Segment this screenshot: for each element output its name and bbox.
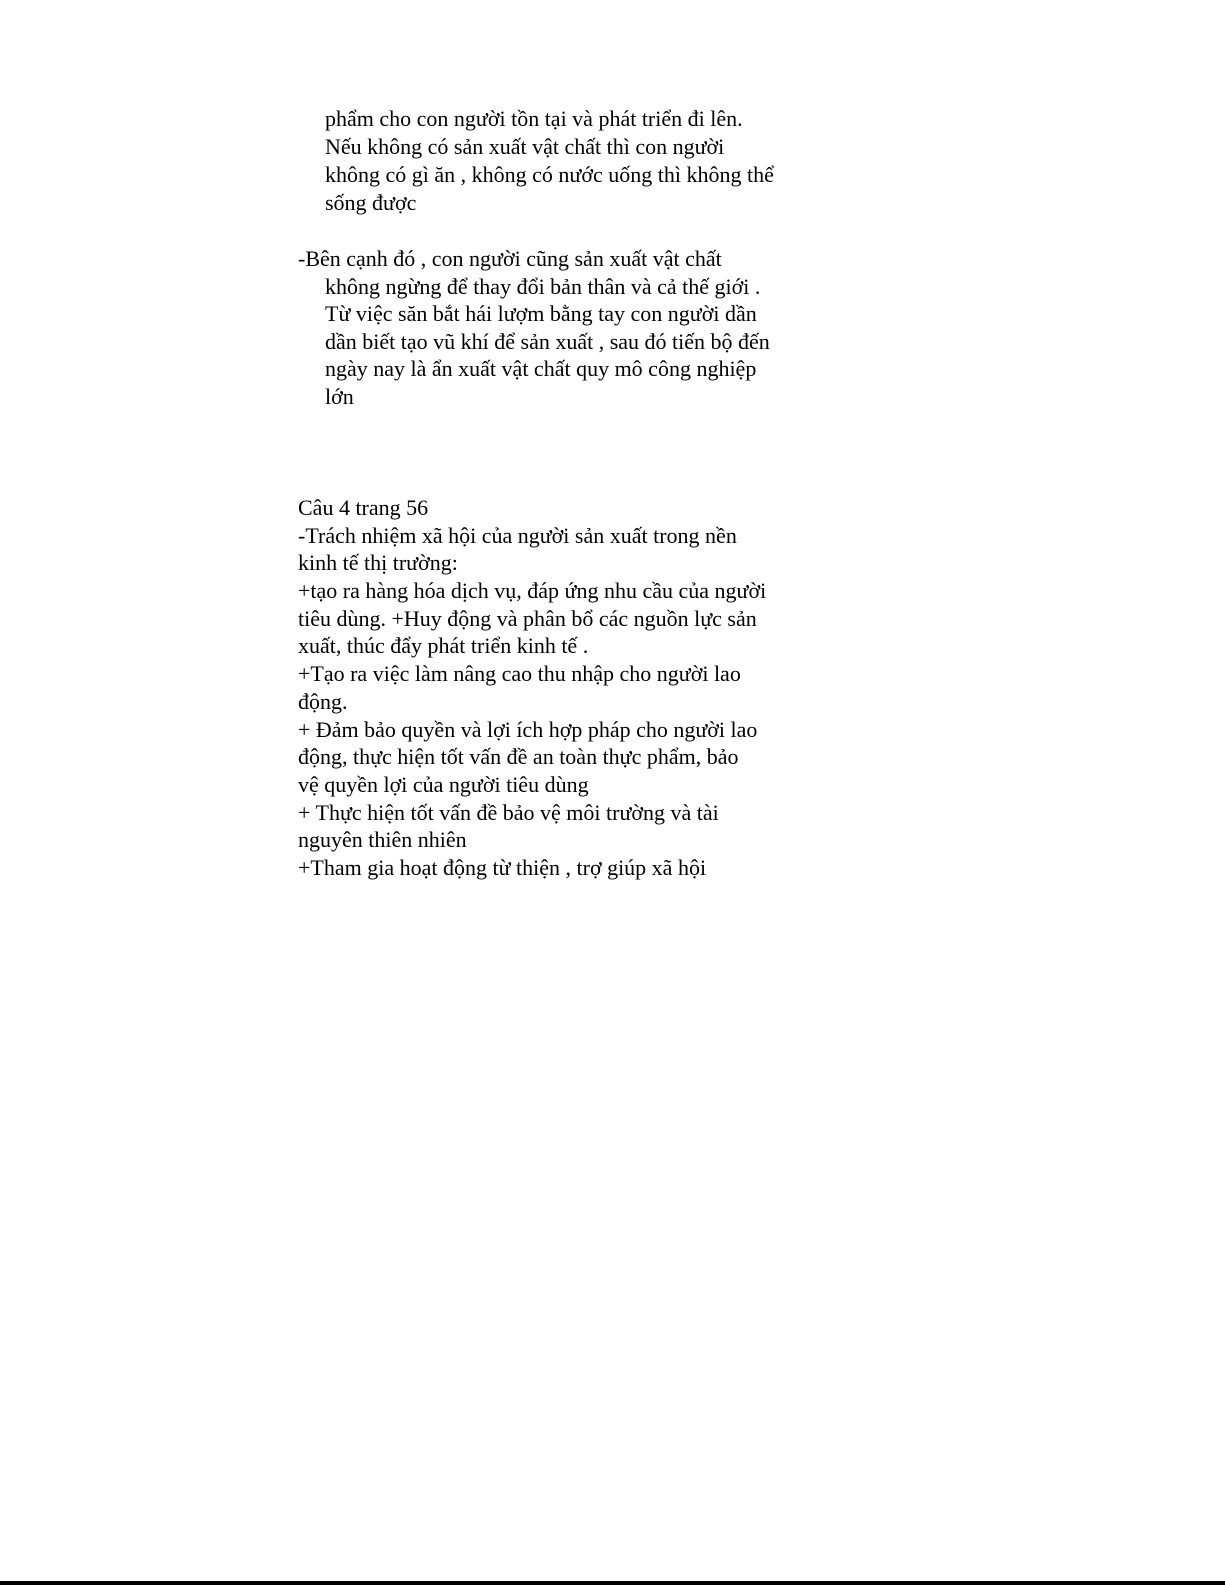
text-line: ngày nay là ẩn xuất vật chất quy mô công nghiệp	[325, 356, 757, 381]
text-line: tiêu dùng. +Huy động và phân bổ các nguồn lực sản	[298, 606, 757, 631]
text-line: +Tham gia hoạt động từ thiện , trợ giúp xã hội	[298, 855, 707, 880]
text-line: nguyên thiên nhiên	[298, 827, 467, 852]
text-line: Từ việc săn bắt hái lượm bằng tay con người dần	[325, 301, 757, 326]
text-line: phẩm cho con người tồn tại và phát triển đi lên.	[325, 106, 743, 131]
text-line: vệ quyền lợi của người tiêu dùng	[298, 772, 589, 797]
text-line: không có gì ăn , không có nước uống thì không thể	[325, 162, 774, 187]
text-line: + Thực hiện tốt vấn đề bảo vệ môi trường và tài	[298, 800, 719, 825]
text-line: động, thực hiện tốt vấn đề an toàn thực phẩm, bảo	[298, 744, 739, 769]
text-line: không ngừng để thay đổi bản thân và cả thế giới .	[325, 274, 761, 299]
text-line: động.	[298, 689, 348, 714]
text-line: Nếu không có sản xuất vật chất thì con người	[325, 134, 725, 159]
text-line: +Tạo ra việc làm nâng cao thu nhập cho người lao	[298, 661, 741, 686]
text-line: +tạo ra hàng hóa dịch vụ, đáp ứng nhu cầu của người	[298, 578, 767, 603]
text-line: sống được	[325, 190, 417, 215]
section-heading: Câu 4 trang 56	[298, 495, 429, 520]
text-line: + Đảm bảo quyền và lợi ích hợp pháp cho người lao	[298, 717, 758, 742]
text-line: -Trách nhiệm xã hội của người sản xuất trong nền	[298, 523, 737, 548]
text-line: xuất, thúc đẩy phát triển kinh tế .	[298, 633, 589, 658]
text-line: kinh tế thị trường:	[298, 550, 458, 575]
text-line: -Bên cạnh đó , con người cũng sản xuất vật chất	[298, 246, 722, 271]
text-line: dần biết tạo vũ khí để sản xuất , sau đó tiến bộ đến	[325, 329, 770, 354]
bottom-border	[0, 1581, 1225, 1585]
text-line: lớn	[325, 384, 354, 409]
